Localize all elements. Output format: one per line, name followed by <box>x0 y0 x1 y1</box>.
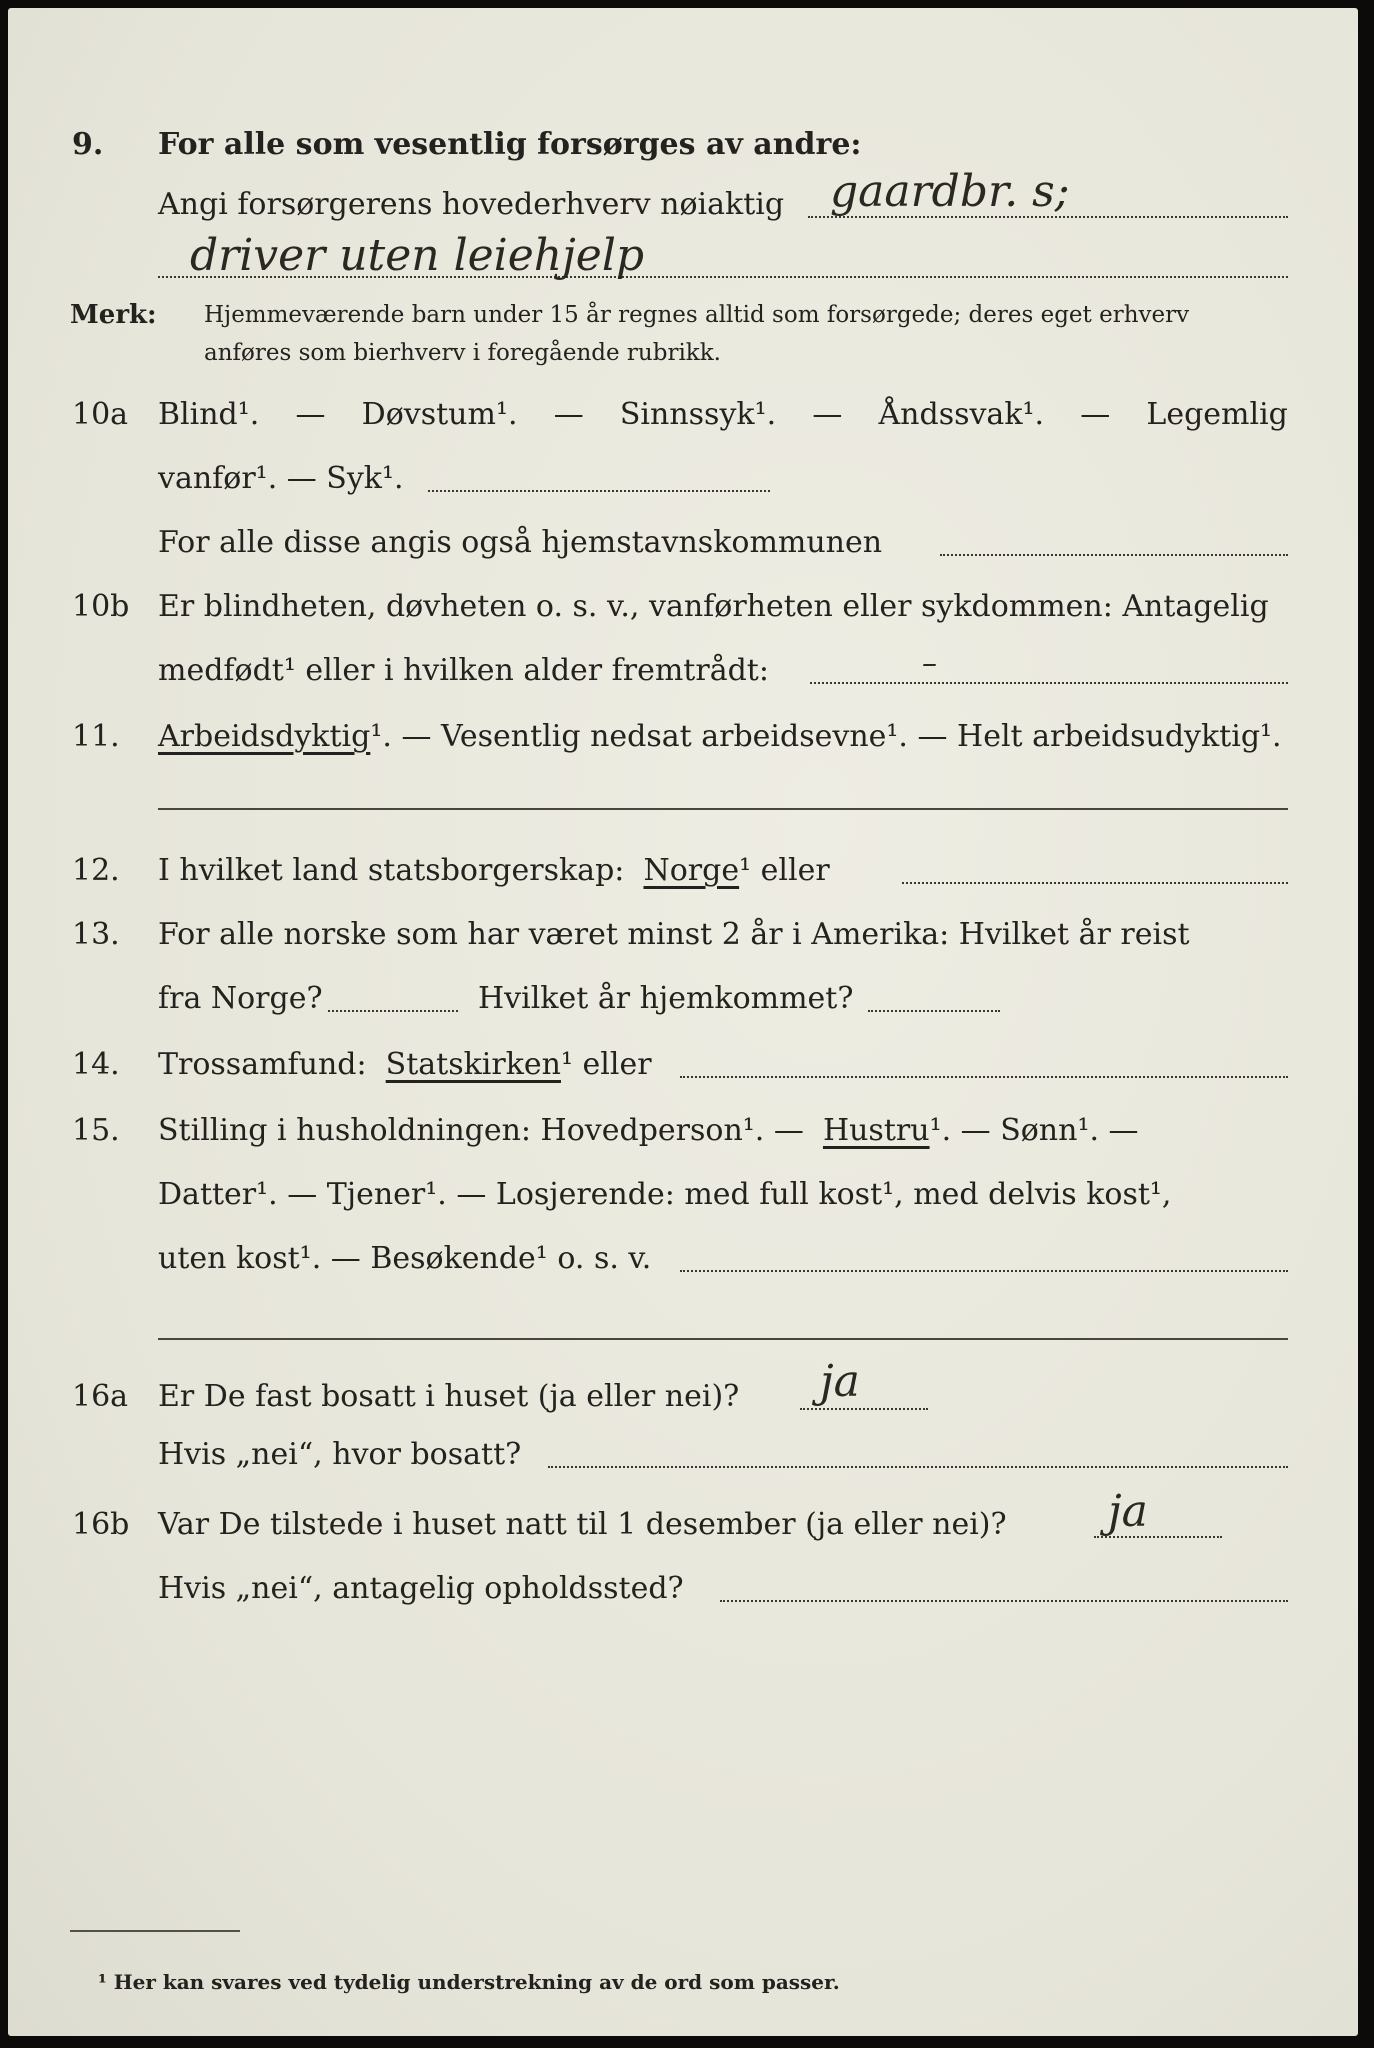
q16a-answer-line <box>800 1408 928 1410</box>
q15-prefix: Stilling i husholdningen: Hovedperson¹. — <box>158 1113 804 1148</box>
q10a-answer-line <box>428 490 770 492</box>
q13-question: For alle norske som har været minst 2 år i Amerika: Hvilket år reist <box>158 917 1190 952</box>
q10b-line2 <box>0 648 1374 694</box>
q15-answer-rule <box>158 1338 1288 1340</box>
q11-line <box>0 714 1374 760</box>
q11-number: 11. <box>72 719 120 754</box>
q9-handwritten-answer1: gaardbr. s; <box>830 166 1070 217</box>
q12-suffix: ¹ eller <box>739 853 830 888</box>
q14-prefix: Trossamfund: <box>158 1047 367 1082</box>
footnote-rule <box>70 1930 240 1932</box>
dash: — <box>295 397 326 432</box>
q9-line2 <box>0 182 1374 228</box>
q14-text <box>158 1042 652 1088</box>
q15-line1 <box>0 1108 1374 1154</box>
q11-text <box>158 714 1282 760</box>
q14-number: 14. <box>72 1047 120 1082</box>
q12-norge-underlined: Norge <box>643 853 740 888</box>
q15-line3 <box>0 1236 1374 1282</box>
q16a-hvor-bosatt: Hvis „nei“, hvor bosatt? <box>158 1437 522 1472</box>
q10b-question: Er blindheten, døvheten o. s. v., vanførheten eller sykdommen: Antagelig <box>158 589 1269 624</box>
q14-answer-line <box>680 1076 1288 1078</box>
q11-answer-rule <box>158 808 1288 810</box>
q13-hjemkommet: Hvilket år hjemkommet? <box>478 981 854 1016</box>
q16b-line2 <box>0 1566 1374 1612</box>
q10b-line1 <box>0 584 1374 630</box>
q12-prefix: I hvilket land statsborgerskap: <box>158 853 625 888</box>
merk-text-2: anføres som bierhverv i foregående rubrikk. <box>204 340 721 366</box>
q10b-handwritten-dash: – <box>922 646 937 681</box>
q15-answer-line <box>680 1270 1288 1272</box>
q10a-hjemstavn-line <box>940 554 1288 556</box>
q9-instruction: Angi forsørgerens hovederhverv nøiaktig <box>158 187 785 222</box>
dash: — <box>553 397 584 432</box>
q10a-options <box>158 392 1288 438</box>
option-blind: Blind¹. <box>158 397 260 432</box>
q15-suffix: ¹. — Sønn¹. — <box>929 1113 1139 1148</box>
q13-hjemkommet-line <box>868 1010 1000 1012</box>
option-legemlig: Legemlig <box>1146 397 1288 432</box>
q12-line <box>0 848 1374 894</box>
option-sinnssyk: Sinnssyk¹. <box>619 397 777 432</box>
q10a-line1 <box>0 392 1374 438</box>
q10b-answer-line <box>810 682 1288 684</box>
merk-label: Merk: <box>70 300 157 330</box>
q12-number: 12. <box>72 853 120 888</box>
dash: — <box>1080 397 1111 432</box>
footnote: ¹ Her kan svares ved tydelig understrekning av de ord som passer. <box>98 1970 840 1994</box>
q16b-question: Var De tilstede i huset natt til 1 desember (ja eller nei)? <box>158 1507 1007 1542</box>
q15-datter-losjerende: Datter¹. — Tjener¹. — Losjerende: med full kost¹, med delvis kost¹, <box>158 1177 1172 1212</box>
q16a-question: Er De fast bosatt i huset (ja eller nei)? <box>158 1379 740 1414</box>
option-andssvak: Åndssvak¹. <box>878 397 1045 432</box>
q10a-vanfor-syk: vanfør¹. — Syk¹. <box>158 461 404 496</box>
q16b-opholdssted-line <box>720 1600 1288 1602</box>
q16a-number: 16a <box>72 1379 129 1414</box>
q16b-handwritten-answer: ja <box>1108 1486 1148 1537</box>
dash: — <box>812 397 843 432</box>
q15-line2 <box>0 1172 1374 1218</box>
q9-line1 <box>0 122 1374 168</box>
q13-number: 13. <box>72 917 120 952</box>
q15-hustru-underlined: Hustru <box>822 1113 930 1148</box>
q15-text <box>158 1108 1139 1154</box>
merk-text-1: Hjemmeværende barn under 15 år regnes alltid som forsørgede; deres eget erhverv <box>204 302 1190 328</box>
q9-number: 9. <box>72 127 104 162</box>
q13-reist: fra Norge? <box>158 981 323 1016</box>
q13-line2 <box>0 976 1374 1022</box>
q10b-medfodt: medfødt¹ eller i hvilken alder fremtrådt: <box>158 653 769 688</box>
q16b-opholdssted: Hvis „nei“, antagelig opholdssted? <box>158 1571 684 1606</box>
q15-number: 15. <box>72 1113 120 1148</box>
q16a-line1 <box>0 1374 1374 1420</box>
q9-question: For alle som vesentlig forsørges av andre: <box>158 127 862 162</box>
q10a-hjemstavn: For alle disse angis også hjemstavnskommunen <box>158 525 883 560</box>
q14-line <box>0 1042 1374 1088</box>
q11-rest: ¹. — Vesentlig nedsat arbeidsevne¹. — Helt arbeidsudyktig¹. <box>370 719 1282 754</box>
q13-reist-line <box>328 1010 458 1012</box>
q16a-line2 <box>0 1432 1374 1478</box>
q15-besokende: uten kost¹. — Besøkende¹ o. s. v. <box>158 1241 652 1276</box>
q10a-number: 10a <box>72 397 129 432</box>
q14-suffix: ¹ eller <box>560 1047 652 1082</box>
q10b-number: 10b <box>72 589 130 624</box>
q9-handwritten-answer2: driver uten leiehjelp <box>190 230 645 281</box>
q12-text <box>158 848 830 894</box>
q13-line1 <box>0 912 1374 958</box>
q14-statskirken-underlined: Statskirken <box>385 1047 561 1082</box>
q16b-line1 <box>0 1502 1374 1548</box>
q16a-handwritten-answer: ja <box>820 1356 860 1407</box>
q10a-line2 <box>0 456 1374 502</box>
q16b-number: 16b <box>72 1507 130 1542</box>
q12-answer-line <box>902 882 1288 884</box>
q16a-bosatt-line <box>548 1466 1288 1468</box>
q10a-line3 <box>0 520 1374 566</box>
option-dovstum: Døvstum¹. <box>361 397 518 432</box>
q11-arbeidsdyktig-underlined: Arbeidsdyktig <box>158 719 371 754</box>
